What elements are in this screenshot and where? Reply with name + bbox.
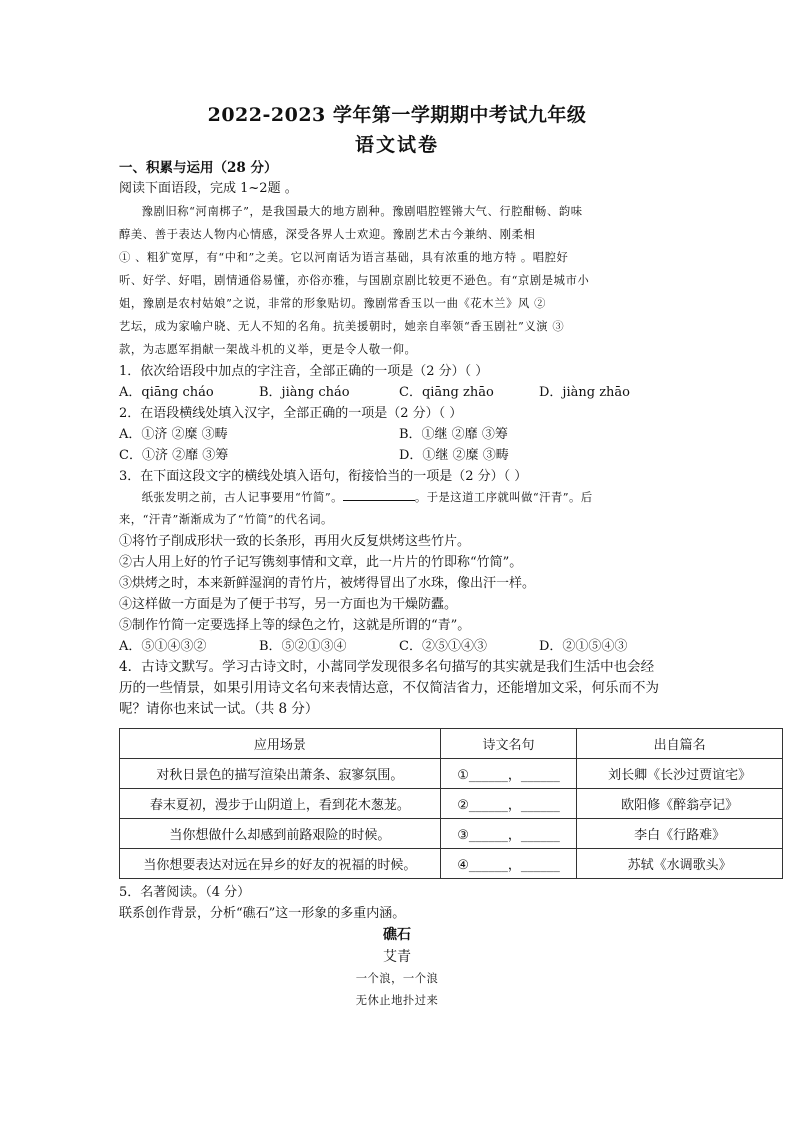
poem-line: 一个浪，一个浪: [355, 972, 439, 985]
passage-line: 豫剧旧称“河南梆子”，是我国最大的地方剧种。豫剧唱腔铿锵大气、行腔酣畅、韵味: [141, 205, 583, 218]
source-cell: 欧阳修《醉翁亭记》: [577, 789, 783, 819]
scene-cell: 当你想做什么却感到前路艰险的时候。: [120, 819, 441, 849]
answer-blank[interactable]: ③______，______: [440, 819, 576, 849]
poem-table-wrap: [119, 726, 783, 879]
table-row: [120, 849, 783, 879]
passage-line: 艺坛，成为家喻户晓、无人不知的名角。抗美援朝时，她亲自率领“香玉剧社”义演 ③: [119, 320, 565, 333]
answer-blank[interactable]: ①______，______: [440, 759, 576, 789]
question-1-stem: 1．依次给语段中加点的字注音，全部正确的一项是（2 分）（ ）: [119, 364, 489, 379]
scene-cell: 当你想要表达对远在异乡的好友的祝福的时候。: [120, 849, 441, 879]
passage-segment: 。于是这道工序就叫做“汗青”。后: [414, 491, 593, 504]
poem-title: 礁石: [383, 927, 411, 943]
exam-title: 2022-2023 学年第一学期期中考试九年级: [207, 104, 587, 126]
yuju-passage: [119, 200, 675, 361]
poem-line: 无休止地扑过来: [355, 994, 439, 1007]
answer-blank[interactable]: [343, 488, 415, 501]
option-b[interactable]: B．①继 ②靡 ③筹: [399, 427, 508, 442]
option-d[interactable]: D．①继 ②糜 ③畴: [399, 448, 509, 463]
exam-subtitle: 语文试卷: [354, 134, 439, 156]
header-scene: 应用场景: [120, 729, 441, 759]
question-4-stem: 历的一些情景，如果引用诗文名句来表情达意，不仅简洁省力，还能增加文采，何乐而不为: [119, 680, 659, 696]
sentence-option: ⑤制作竹简一定要选择上等的绿色之竹，这就是所谓的“青”。: [119, 618, 471, 633]
question-5: [119, 882, 675, 1012]
question-1-options: [119, 382, 675, 403]
answer-blank[interactable]: ④______，______: [440, 849, 576, 879]
question-2-stem: 2．在语段横线处填入汉字，全部正确的一项是（2 分）（ ）: [119, 406, 463, 421]
poem-author: 艾青: [383, 949, 411, 965]
table-header-row: [120, 729, 783, 759]
question-4-stem: 4．古诗文默写。学习古诗文时，小蒿同学发现很多名句描写的其实就是我们生活中也会经: [119, 659, 655, 675]
scene-cell: 春末夏初，漫步于山阴道上，看到花木葱茏。: [120, 789, 441, 819]
sentence-option: ③烘烤之时，本来新鲜湿润的青竹片，被烤得冒出了水珠，像出汗一样。: [119, 576, 536, 591]
question-3-passage-cont: 来，“汗青”渐渐成为了“竹简”的代名词。: [119, 513, 333, 526]
header-quote: 诗文名句: [440, 729, 576, 759]
source-cell: 刘长卿《长沙过贾谊宅》: [577, 759, 783, 789]
header-source: 出自篇名: [577, 729, 783, 759]
poem-table: [119, 728, 783, 879]
answer-blank[interactable]: ②______，______: [440, 789, 576, 819]
sentence-option: ①将竹子削成形状一致的长条形，再用火反复烘烤这些竹片。: [119, 534, 471, 549]
option-d[interactable]: D．②①⑤④③: [539, 639, 628, 654]
passage-line: ① 、粗犷宽厚，有“中和”之美。它以河南话为语言基础，具有浓重的地方特 。唱腔好: [119, 251, 569, 264]
source-cell: 李白《行路难》: [577, 819, 783, 849]
source-cell: 苏轼《水调歌头》: [577, 849, 783, 879]
option-a[interactable]: A．qiāng cháo: [119, 385, 214, 400]
option-d[interactable]: D．jiàng zhāo: [539, 385, 630, 400]
passage-line: 款，为志愿军捐献一架战斗机的义举，更是令人敬一仰。: [119, 343, 417, 356]
option-c[interactable]: C．①济 ②靡 ③筹: [119, 448, 229, 463]
passage-line: 听、好学、好唱，剧情通俗易懂，亦俗亦雅，与国剧京剧比较更不逊色。有“京剧是城市小: [119, 274, 590, 287]
option-c[interactable]: C．②⑤①④③: [399, 639, 487, 654]
question-2-options-row1: [119, 424, 675, 445]
question-5-stem: 5．名著阅读。（4 分）: [119, 885, 251, 900]
option-b[interactable]: B．jiàng cháo: [259, 385, 350, 400]
table-row: [120, 759, 783, 789]
option-a[interactable]: A．①济 ②糜 ③畴: [119, 427, 228, 442]
exam-content: [119, 158, 675, 720]
section-heading: 一、积累与运用（28 分）: [119, 160, 278, 176]
passage-line: 醇美、善于表达人物内心情感，深受各界人士欢迎。豫剧艺术古今兼纳、刚柔相: [119, 228, 536, 241]
question-4-stem: 呢？请你也来试一试。（共 8 分）: [119, 701, 319, 717]
sentence-option: ②古人用上好的竹子记写镌刻事情和文章，此一片片的竹即称“竹简”。: [119, 555, 523, 570]
sentence-option: ④这样做一方面是为了便于书写，另一方面也为干燥防蠹。: [119, 597, 458, 612]
question-3-options: [119, 636, 675, 657]
passage-line: 姐，豫剧是农村姑娘”之说，非常的形象贴切。豫剧常香玉以一曲《花木兰》风 ②: [119, 297, 546, 310]
option-b[interactable]: B．⑤②①③④: [259, 639, 347, 654]
question-3-passage: [119, 487, 675, 509]
section-instruction: 阅读下面语段，完成 1~2题 。: [119, 181, 298, 196]
question-3-stem: 3．在下面这段文字的横线处填入语句，衔接恰当的一项是（2 分）（ ）: [119, 469, 528, 484]
scene-cell: 对秋日景色的描写渲染出萧条、寂寥氛围。: [120, 759, 441, 789]
question-5-instruction: 联系创作背景，分析“礁石”这一形象的多重内涵。: [119, 906, 406, 921]
table-row: [120, 819, 783, 849]
passage-segment: 纸张发明之前，古人记事要用“竹简”。: [141, 491, 343, 504]
option-a[interactable]: A．⑤①④③②: [119, 639, 207, 654]
table-row: [120, 789, 783, 819]
option-c[interactable]: C．qiāng zhāo: [399, 385, 494, 400]
question-2-options-row2: [119, 445, 675, 466]
